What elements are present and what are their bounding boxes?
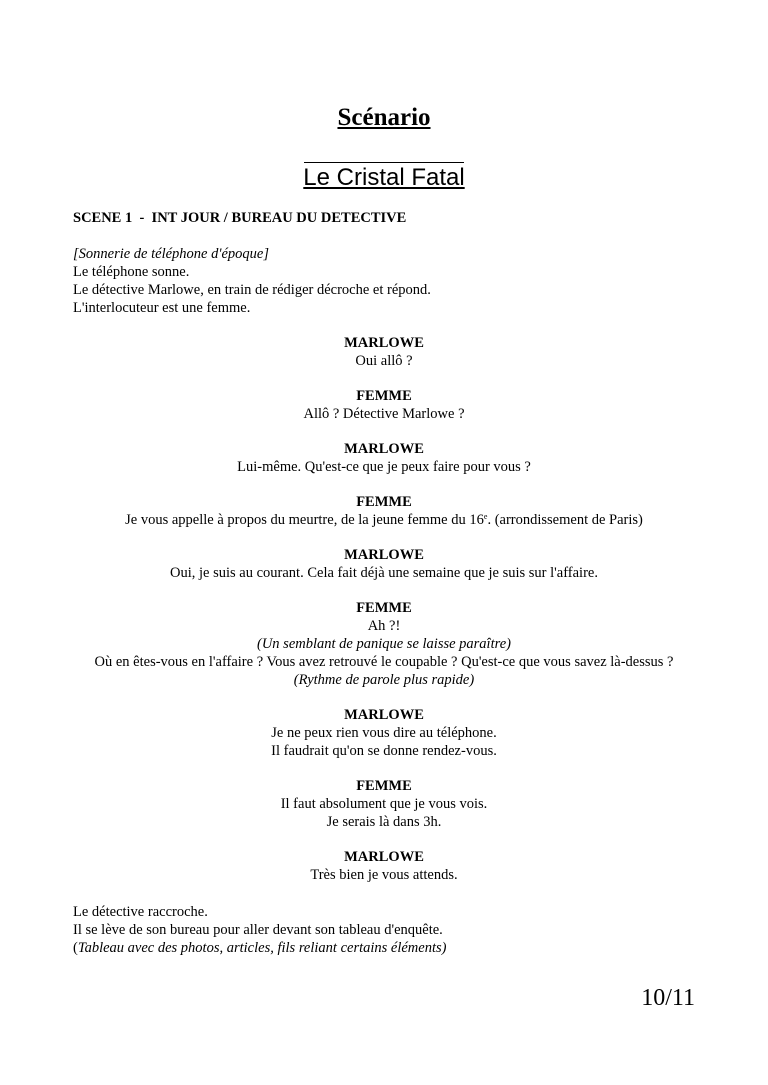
dialogue-block (40, 599, 728, 689)
character-name: MARLOWE (344, 547, 424, 563)
dialogue-line: Oui, je suis au courant. Cela fait déjà une semaine que je suis sur l'affaire. (170, 565, 598, 581)
action-note (73, 939, 713, 957)
dialogue-line: Où en êtes-vous en l'affaire ? Vous avez retrouvé le coupable ? Qu'est-ce que vous savez là-dessus ? (94, 654, 674, 670)
action-line: L'interlocuteur est une femme. (73, 300, 251, 316)
character-name: MARLOWE (344, 707, 424, 723)
dialogue-section (40, 334, 728, 901)
character-name: FEMME (356, 778, 412, 794)
dialogue-line: Je serais là dans 3h. (326, 814, 442, 830)
dialogue-block (40, 440, 728, 476)
parenthetical: (Rythme de parole plus rapide) (293, 672, 475, 688)
dialogue-block (40, 493, 728, 529)
action-line: Le détective raccroche. (73, 904, 208, 920)
note-prefix: ( (73, 940, 78, 956)
character-name: MARLOWE (344, 441, 424, 457)
dialogue-line: Très bien je vous attends. (310, 867, 458, 883)
action-line: Le téléphone sonne. (73, 264, 190, 280)
dialogue-line: Oui allô ? (355, 353, 413, 369)
dialogue-block (40, 848, 728, 884)
dialogue-line: Ah ?! (367, 618, 401, 634)
intro-action (73, 245, 713, 317)
page-number: 10/11 (641, 985, 695, 1011)
character-name: FEMME (356, 494, 412, 510)
ordinal-superscript: e (483, 512, 488, 521)
dialogue-block (40, 777, 728, 831)
dialogue-line: Il faudrait qu'on se donne rendez-vous. (271, 743, 497, 759)
action-line: Il se lève de son bureau pour aller devant son tableau d'enquête. (73, 922, 443, 938)
character-name: FEMME (356, 600, 412, 616)
document-title: Scénario (337, 104, 431, 131)
dialogue-line: Je ne peux rien vous dire au téléphone. (271, 725, 497, 741)
dialogue-block (40, 387, 728, 423)
note-text: Tableau avec des photos, articles, fils reliant certains éléments) (77, 940, 447, 956)
sound-cue: [Sonnerie de téléphone d'époque] (73, 246, 269, 262)
dialogue-block (40, 546, 728, 582)
dialogue-line: Il faut absolument que je vous vois. (280, 796, 488, 812)
outro-action (73, 903, 713, 957)
dialogue-block (40, 706, 728, 760)
dialogue-text: Je vous appelle à propos du meurtre, de la jeune femme du 16 (125, 512, 484, 528)
character-name: FEMME (356, 388, 412, 404)
character-name: MARLOWE (344, 335, 424, 351)
script-title: Le Cristal Fatal (303, 164, 465, 191)
dialogue-line: Allô ? Détective Marlowe ? (303, 406, 465, 422)
action-line: Le détective Marlowe, en train de rédiger décroche et répond. (73, 282, 431, 298)
dialogue-line: Lui-même. Qu'est-ce que je peux faire pour vous ? (237, 459, 531, 475)
dialogue-block (40, 334, 728, 370)
dialogue-text-after: . (arrondissement de Paris) (487, 512, 643, 528)
parenthetical: (Un semblant de panique se laisse paraître) (257, 636, 511, 652)
dialogue-line (40, 511, 728, 529)
scene-heading: SCENE 1 - INT JOUR / BUREAU DU DETECTIVE (73, 210, 407, 226)
character-name: MARLOWE (344, 849, 424, 865)
